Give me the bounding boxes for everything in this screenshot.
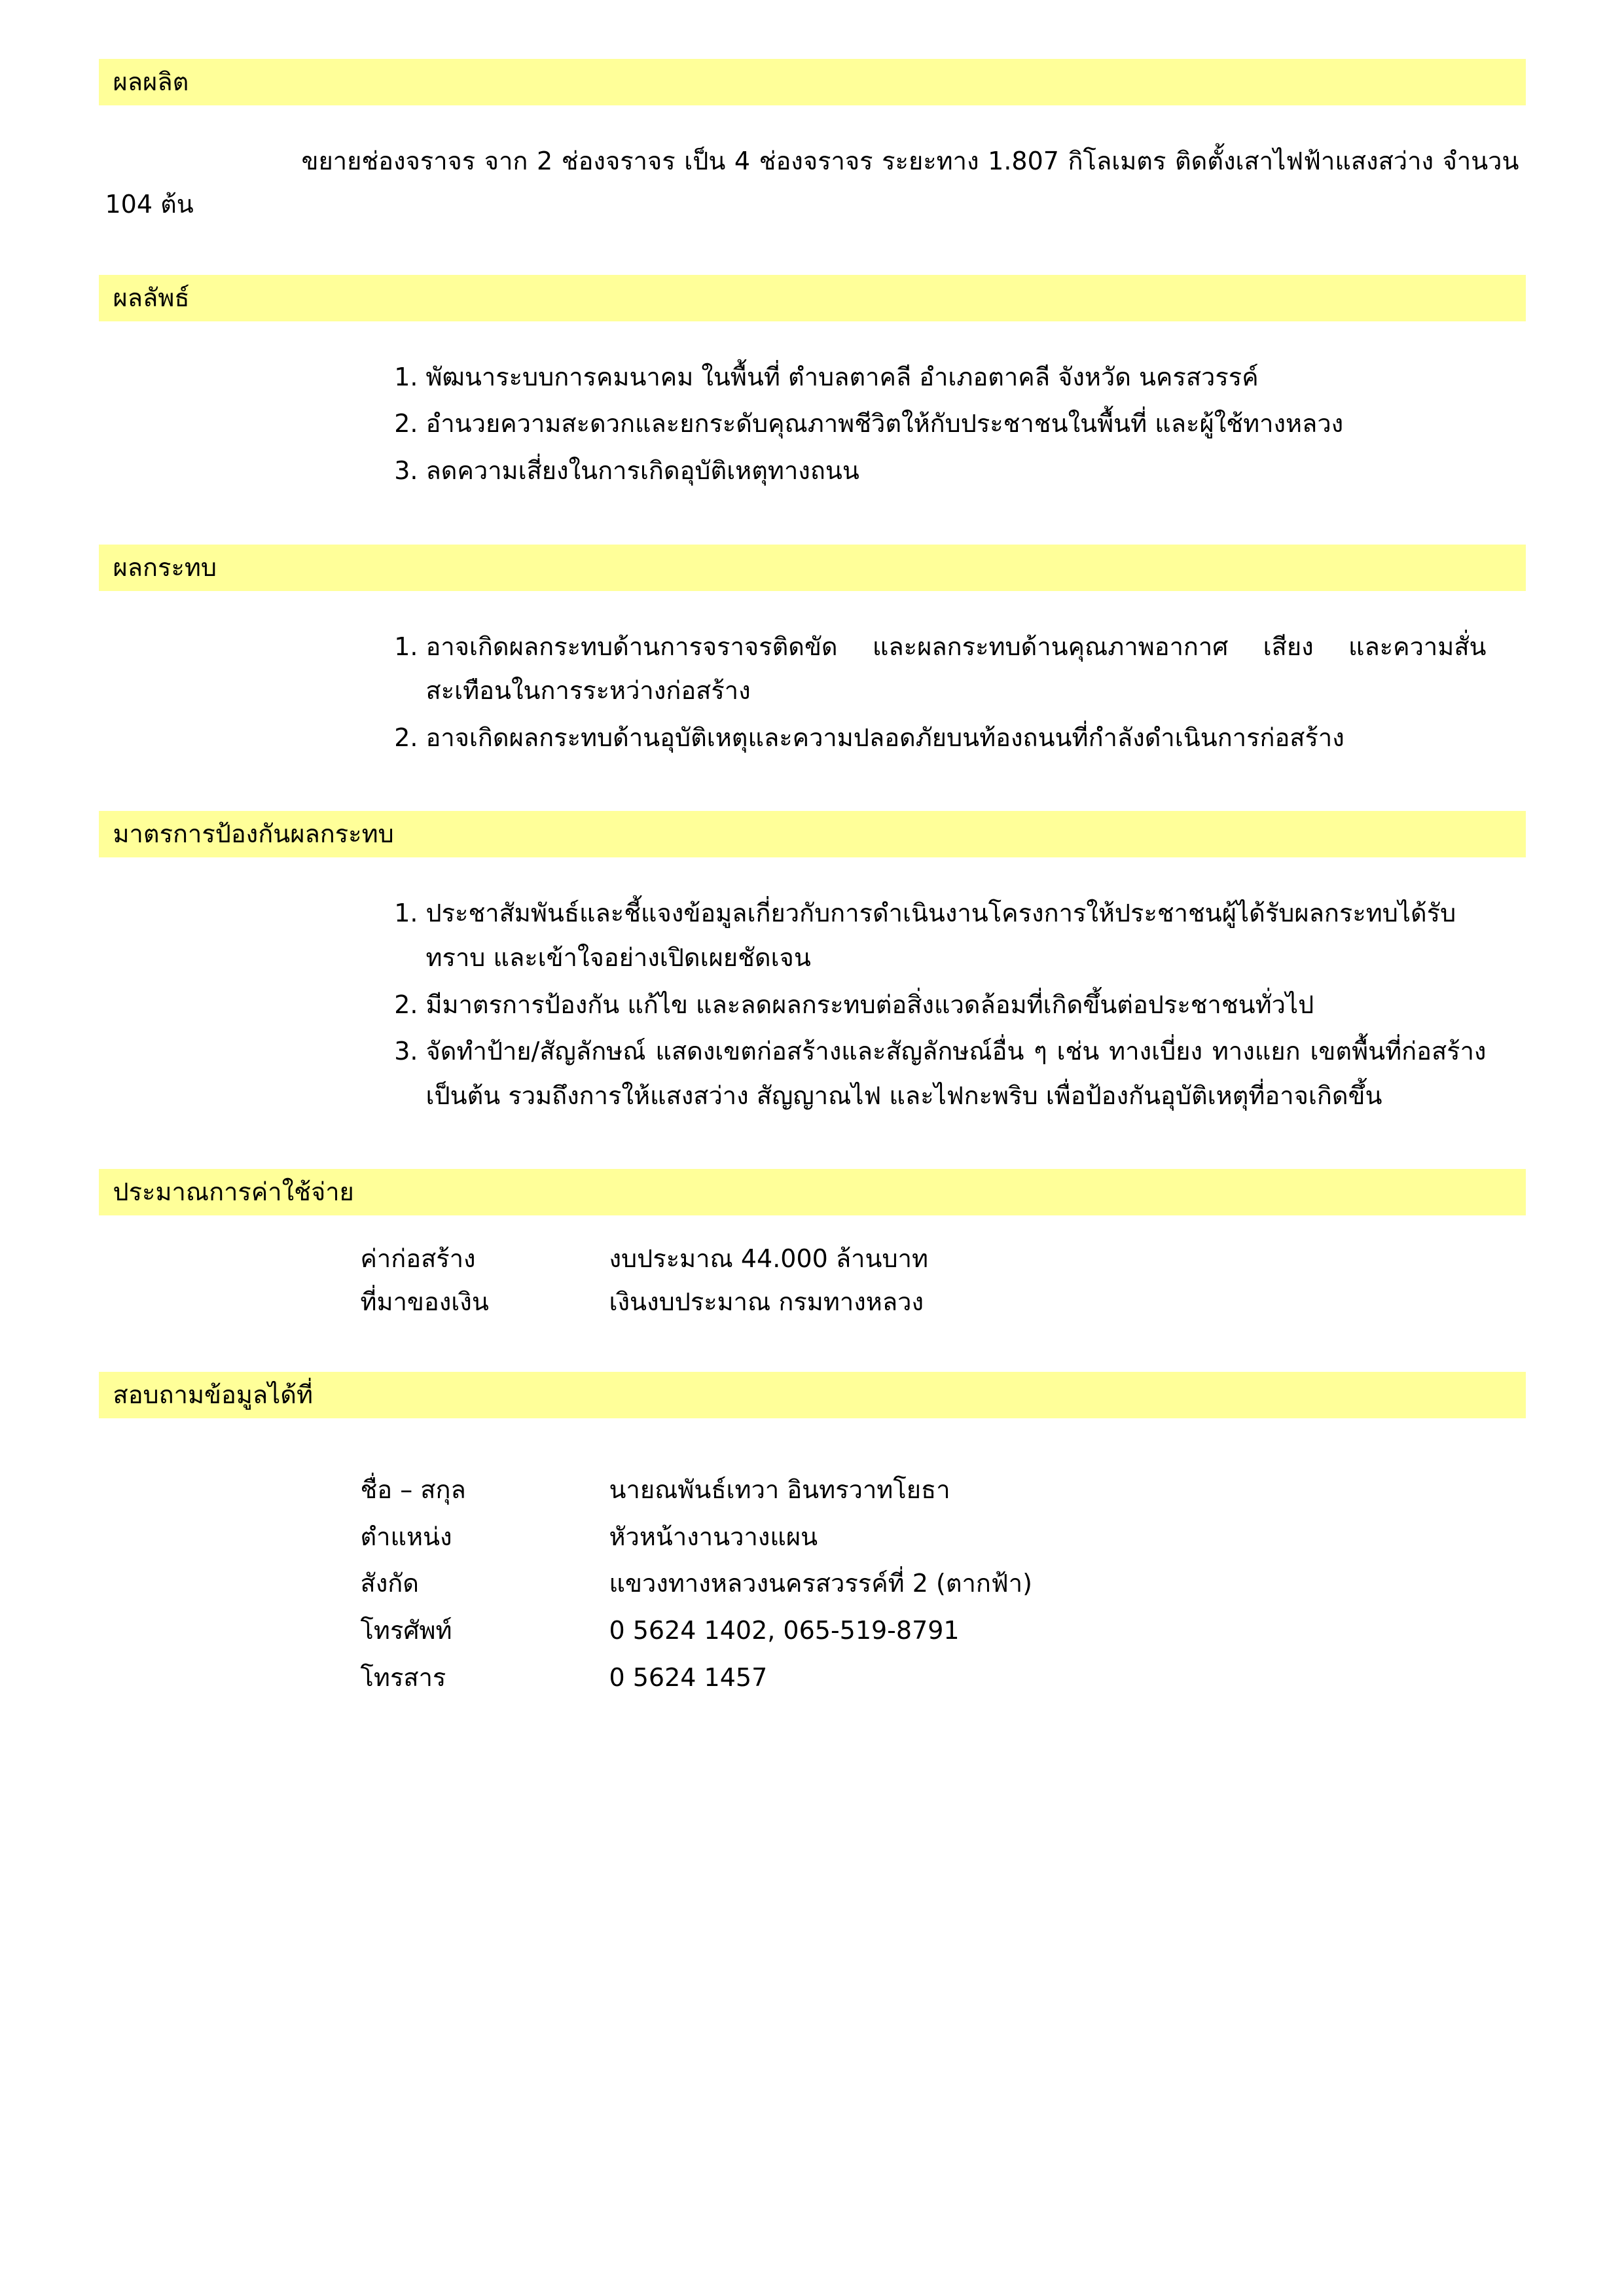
budget-table (361, 1238, 929, 1323)
list-item: อำนวยความสะดวกและยกระดับคุณภาพชีวิตให้กับประชาชนในพื้นที่ และผู้ใช้ทางหลวง (425, 409, 1344, 439)
contact-label: โทรสาร (360, 1662, 446, 1692)
list-item: พัฒนาระบบการคมนาคม ในพื้นที่ ตำบลตาคลี อำเภอตาคลี จังหวัด นครสวรรค์ (425, 362, 1259, 391)
contact-label: สังกัด (360, 1569, 419, 1598)
list-item: อาจเกิดผลกระทบด้านอุบัติเหตุและความปลอดภัยบนท้องถนนที่กำลังดำเนินการก่อสร้าง (425, 723, 1344, 752)
contact-table (361, 1467, 1032, 1701)
table-row (361, 1467, 1032, 1514)
output-paragraph (99, 139, 1526, 226)
impact-list (99, 625, 1526, 761)
table-row (361, 1607, 1032, 1655)
section-heading-outcome: ผลลัพธ์ (99, 275, 1526, 321)
section-heading-output: ผลผลิต (99, 59, 1526, 105)
budget-label: ค่าก่อสร้าง (360, 1244, 476, 1274)
list-item: อาจเกิดผลกระทบด้านการจราจรติดขัด และผลกระทบด้านคุณภาพอากาศ เสียง และความสั่นสะเทือนในการระหว่างก่อสร้าง (425, 632, 1487, 706)
contact-label: โทรศัพท์ (360, 1615, 452, 1645)
outcome-list (99, 355, 1526, 493)
document-content (99, 59, 1526, 1701)
contact-value: 0 5624 1457 (609, 1662, 768, 1692)
list-item: ประชาสัมพันธ์และชี้แจงข้อมูลเกี่ยวกับการดำเนินงานโครงการให้ประชาชนผู้ได้รับผลกระทบได้รับทราบ และเข้าใจอย่างเปิดเผยชัดเจน (425, 899, 1456, 972)
contact-value: นายณพันธ์เทวา อินทรวาทโยธา (609, 1475, 950, 1505)
table-row (361, 1514, 1032, 1561)
budget-value: งบประมาณ 44.000 ล้านบาท (609, 1244, 928, 1274)
contact-label: ตำแหน่ง (360, 1522, 452, 1551)
section-heading-impact: ผลกระทบ (99, 545, 1526, 591)
list-item: ลดความเสี่ยงในการเกิดอุบัติเหตุทางถนน (425, 456, 859, 486)
table-row (361, 1655, 1032, 1702)
table-row (361, 1238, 929, 1281)
list-item: มีมาตรการป้องกัน แก้ไข และลดผลกระทบต่อสิ่งแวดล้อมที่เกิดขึ้นต่อประชาชนทั่วไป (425, 990, 1314, 1019)
output-paragraph-text: ขยายช่องจราจร จาก 2 ช่องจราจร เป็น 4 ช่องจราจร ระยะทาง 1.807 กิโลเมตร ติดตั้งเสาไฟฟ้าแสงสว่าง จำนวน 104 ต้น (105, 146, 1519, 219)
contact-value: หัวหน้างานวางแผน (609, 1522, 818, 1551)
budget-label: ที่มาของเงิน (360, 1287, 489, 1316)
contact-label: ชื่อ – สกุล (360, 1475, 466, 1505)
section-heading-mitigation: มาตรการป้องกันผลกระทบ (99, 811, 1526, 857)
contact-value: แขวงทางหลวงนครสวรรค์ที่ 2 (ตากฟ้า) (609, 1569, 1032, 1598)
mitigation-list (99, 891, 1526, 1118)
section-heading-budget: ประมาณการค่าใช้จ่าย (99, 1169, 1526, 1215)
table-row (361, 1560, 1032, 1607)
list-item: จัดทำป้าย/สัญลักษณ์ แสดงเขตก่อสร้างและสัญลักษณ์อื่น ๆ เช่น ทางเบี่ยง ทางแยก เขตพื้นที่ก่อสร้าง เป็นต้น รวมถึงการให้แสงสว่าง สัญญาณไฟ และไฟกะพริบ เพื่อป้องกันอุบัติเหตุที่อาจเกิดขึ้น (425, 1037, 1487, 1110)
table-row (361, 1281, 929, 1324)
section-heading-contact: สอบถามข้อมูลได้ที่ (99, 1372, 1526, 1418)
contact-value: 0 5624 1402, 065-519-8791 (609, 1615, 960, 1645)
budget-value: เงินงบประมาณ กรมทางหลวง (609, 1287, 924, 1316)
